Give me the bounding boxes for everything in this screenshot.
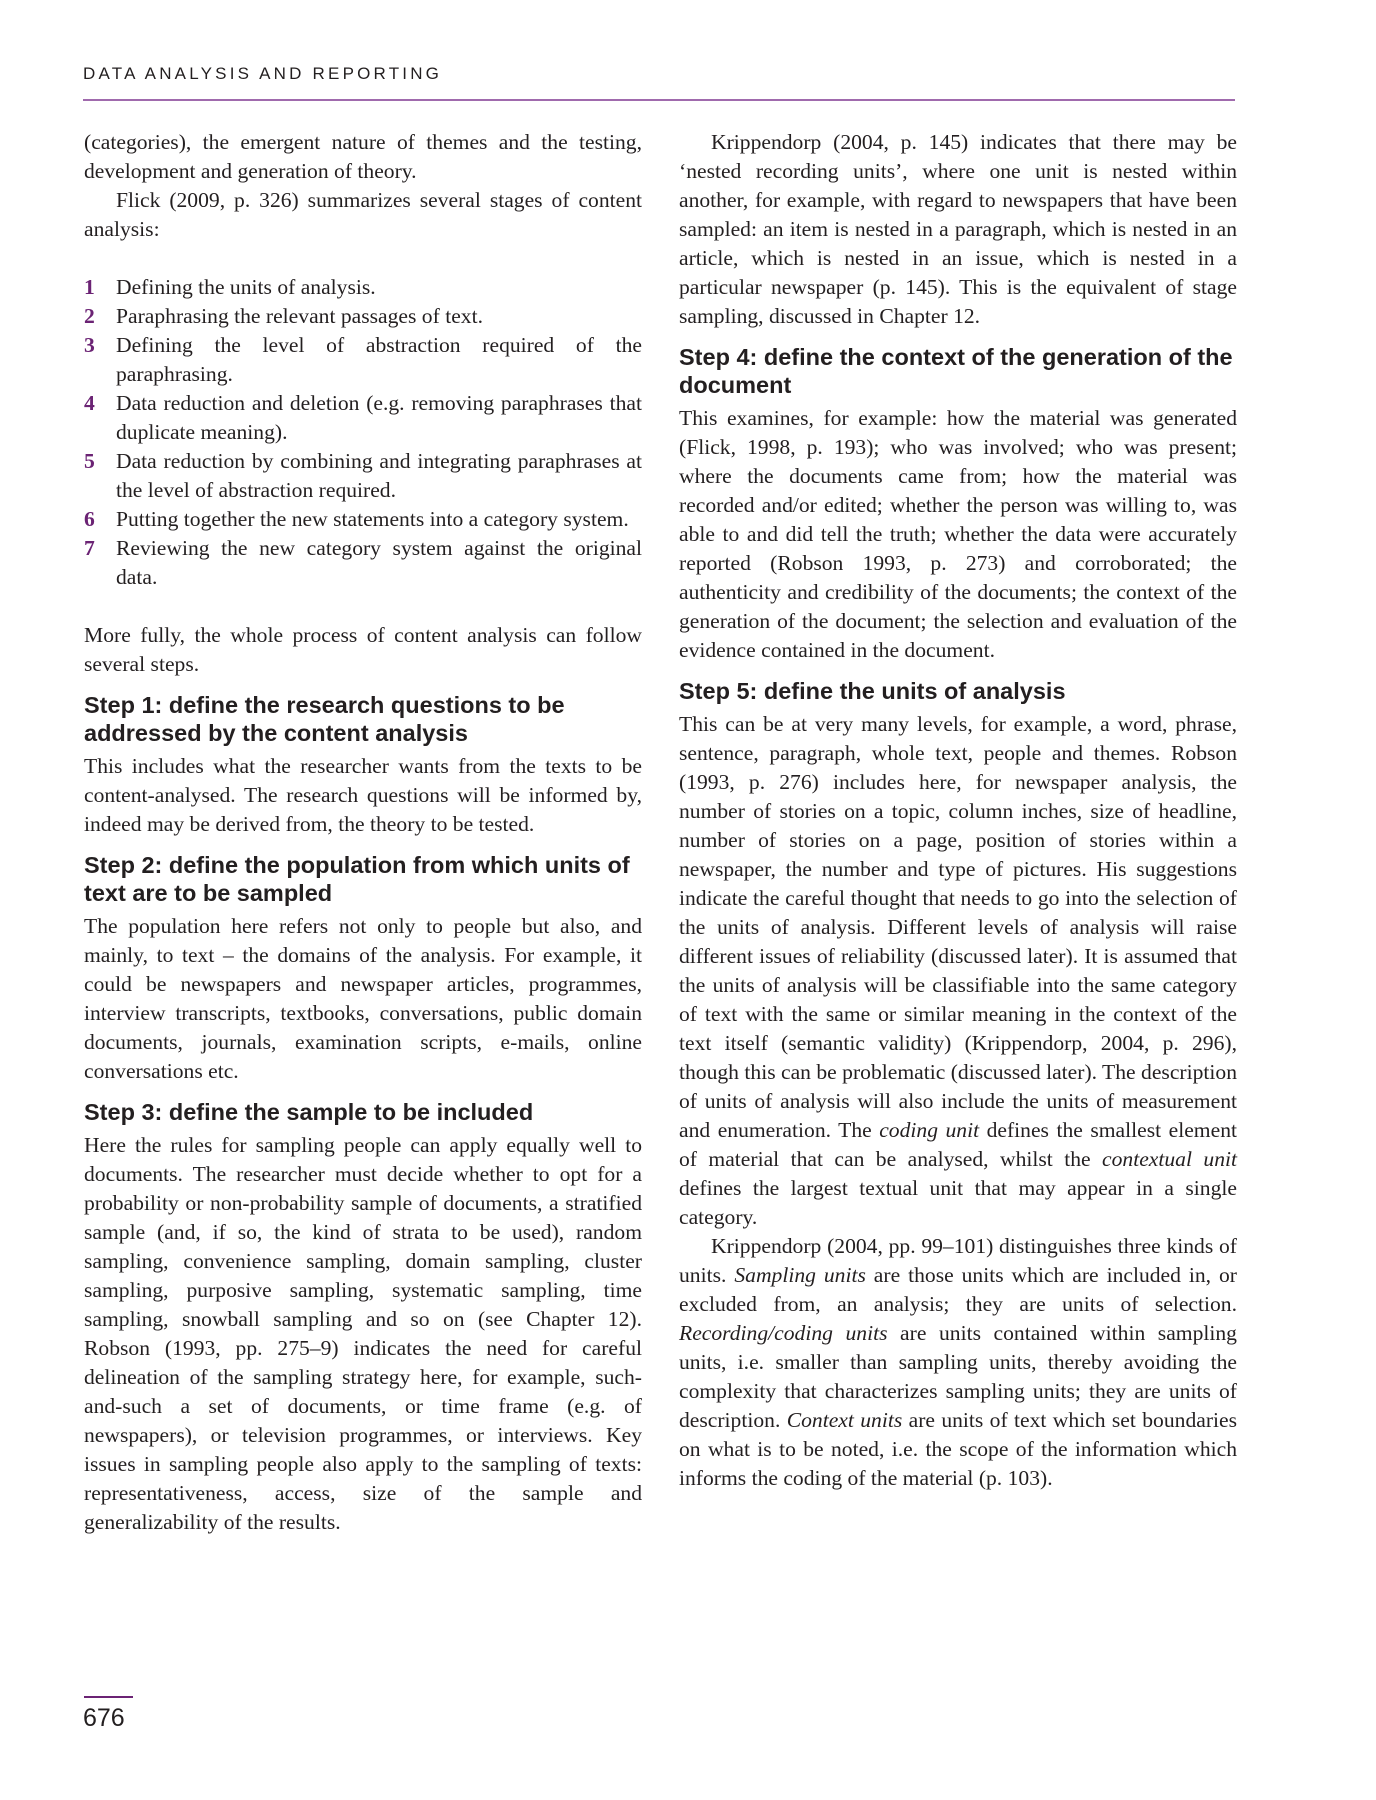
- term-sampling-units: Sampling units: [734, 1263, 866, 1287]
- step-4-heading: Step 4: define the context of the generation of the document: [679, 344, 1233, 398]
- list-number: 5: [84, 449, 95, 473]
- list-item: [84, 273, 642, 302]
- page-number: 676: [83, 1704, 125, 1732]
- list-number: 7: [84, 536, 95, 560]
- list-item: [84, 302, 642, 331]
- term-coding-unit: coding unit: [879, 1118, 980, 1142]
- list-item: [84, 505, 642, 534]
- list-number: 6: [84, 507, 95, 531]
- step-5-body: [679, 710, 1237, 1232]
- kinds-of-units-paragraph: [679, 1232, 1237, 1493]
- intro-paragraph-flick: Flick (2009, p. 326) summarizes several stages of content analysis:: [84, 188, 642, 241]
- nested-recording-units-paragraph: Krippendorp (2004, p. 145) indicates that there may be ‘nested recording units’, where one unit is nested within another, for example, with regard to newspapers that have been sampled: an item is nested in a paragraph, which is nested in an article, which is nested in an issue, which is nested in a particular newspaper (p. 145). This is the equivalent of stage sampling, discussed in Chapter 12.: [679, 130, 1237, 328]
- text-run: are those units which are included in, or excluded from, an analysis; they are units of selection.: [679, 1263, 1237, 1316]
- term-recording-units: Recording/coding units: [679, 1321, 888, 1345]
- text-run: This can be at very many levels, for example, a word, phrase, sentence, paragraph, whole text, people and themes. Robson (1993, p. 276) includes here, for newspaper analysis, the number of stories on a topic, column inches, size of headline, number of stories on a page, position of stories within a newspaper, the number and type of pictures. His suggestions indicate the careful thought that needs to go into the selection of the units of analysis. Different levels of analysis will raise different issues of reliability (discussed later). It is assumed that the units of analysis will be classifiable into the same category of text with the same or similar meaning in the context of the text itself (semantic validity) (Krippendorp, 2004, p. 296), though this can be problematic (discussed later). The description of units of analysis will also include the units of measurement and enumeration. The: [679, 712, 1237, 1142]
- list-item: [84, 389, 642, 447]
- step-5-heading: Step 5: define the units of analysis: [679, 678, 1066, 704]
- left-column: [84, 128, 642, 1537]
- list-item-text: Data reduction and deletion (e.g. removing paraphrases that duplicate meaning).: [116, 391, 642, 444]
- step-1-heading: Step 1: define the research questions to be addressed by the content analysis: [84, 692, 565, 746]
- text-run: defines the smallest element of material that can be analysed, whilst the: [679, 1118, 1237, 1171]
- list-number: 2: [84, 304, 95, 328]
- list-number: 1: [84, 275, 95, 299]
- list-number: 3: [84, 333, 95, 357]
- term-context-units: Context units: [786, 1408, 903, 1432]
- term-contextual-unit: contextual unit: [1102, 1147, 1237, 1171]
- text-run: are units contained within sampling units, i.e. smaller than sampling units, thereby avoiding the complexity that characterizes sampling units; they are units of description.: [679, 1321, 1237, 1432]
- list-item-text: Defining the units of analysis.: [116, 275, 376, 299]
- intro-paragraph-continued: (categories), the emergent nature of themes and the testing, development and generation of theory.: [84, 130, 642, 183]
- step-4-body: This examines, for example: how the material was generated (Flick, 1998, p. 193); who was involved; who was present; where the documents came from; how the material was recorded and/or edited; whether the person was willing to, was able to and did tell the truth; whether the data were accurately reported (Robson 1993, p. 273) and corroborated; the authenticity and credibility of the documents; the context of the generation of the document; the selection and evaluation of the evidence contained in the document.: [679, 406, 1237, 662]
- header-rule-divider: [83, 99, 1235, 101]
- running-head: DATA ANALYSIS AND REPORTING: [83, 64, 443, 83]
- list-item-text: Putting together the new statements into a category system.: [116, 507, 629, 531]
- spacer: [84, 592, 642, 621]
- step-1-body: This includes what the researcher wants from the texts to be content-analysed. The research questions will be informed by, indeed may be derived from, the theory to be tested.: [84, 754, 642, 836]
- list-item-text: Defining the level of abstraction required of the paraphrasing.: [116, 333, 642, 386]
- text-run: Krippendorp (2004, pp. 99–101) distinguishes three kinds of units.: [679, 1234, 1237, 1287]
- content-analysis-stages-list: [84, 273, 642, 592]
- list-item: [84, 447, 642, 505]
- text-run: defines the largest textual unit that may appear in a single category.: [679, 1176, 1237, 1229]
- list-item-text: Data reduction by combining and integrating paraphrases at the level of abstraction required.: [116, 449, 642, 502]
- step-3-body: Here the rules for sampling people can apply equally well to documents. The researcher must decide whether to opt for a probability or non-probability sample of documents, a stratified sample (and, if so, the kind of strata to be used), random sampling, convenience sampling, domain sampling, cluster sampling, purposive sampling, systematic sampling, time sampling, snowball sampling and so on (see Chapter 12). Robson (1993, pp. 275–9) indicates the need for careful delineation of the sampling strategy here, for example, such-and-such a set of documents, or time frame (e.g. of newspapers), or television programmes, or interviews. Key issues in sampling people also apply to the sampling of texts: representativeness, access, size of the sample and generalizability of the results.: [84, 1133, 642, 1534]
- footer-rule-divider: [84, 1696, 133, 1698]
- step-2-heading: Step 2: define the population from which units of text are to be sampled: [84, 852, 630, 906]
- list-item: [84, 534, 642, 592]
- step-2-body: The population here refers not only to people but also, and mainly, to text – the domains of the analysis. For example, it could be newspapers and newspaper articles, programmes, interview transcripts, textbooks, conversations, public domain documents, journals, examination scripts, e-mails, online conversations etc.: [84, 914, 642, 1083]
- list-item: [84, 331, 642, 389]
- spacer: [84, 244, 642, 273]
- list-item-text: Reviewing the new category system against the original data.: [116, 536, 642, 589]
- more-fully-paragraph: More fully, the whole process of content analysis can follow several steps.: [84, 623, 642, 676]
- text-run: are units of text which set boundaries on what is to be noted, i.e. the scope of the information which informs the coding of the material (p. 103).: [679, 1408, 1238, 1490]
- right-column: [679, 128, 1237, 1493]
- list-item-text: Paraphrasing the relevant passages of text.: [116, 304, 483, 328]
- step-3-heading: Step 3: define the sample to be included: [84, 1099, 534, 1125]
- list-number: 4: [84, 391, 95, 415]
